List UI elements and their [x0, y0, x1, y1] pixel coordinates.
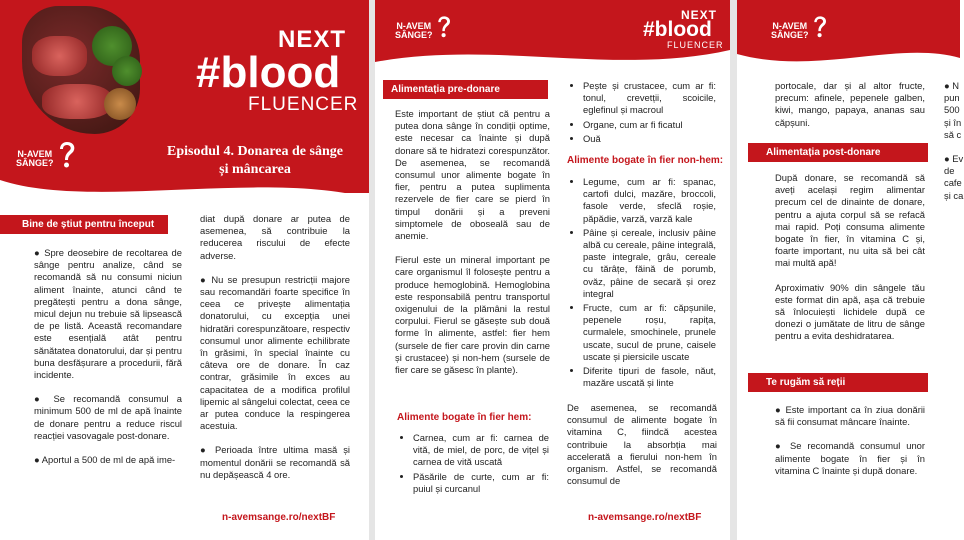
page-1: [0, 0, 369, 540]
pre-donation-column-1: [395, 108, 550, 388]
list-item: • Păsările de curte, cum ar fi: puiul și curcanul: [413, 471, 549, 495]
navem-sange-logo: [395, 22, 433, 40]
site-link[interactable]: n-avemsange.ro/nextBF: [222, 512, 336, 523]
fruit-paragraph: portocale, dar și al altor fructe, precum: afinele, pepenele galben, kiwi, mango, papaya, ananas sau căpșuni.: [775, 80, 925, 128]
logo-fluencer: FLUENCER: [667, 40, 724, 50]
vitamin-c-paragraph: De asemenea, se recomandă consumul de alimente bogate în vitamina C, fiindcă acestea contribuie la absorbția mai accelerată a fierului non-hem în organism. Astfel, se recomandă consumul de: [567, 402, 717, 487]
non-heme-list: [571, 176, 716, 391]
page-3: [737, 0, 964, 540]
section-title-post-donation: Alimentația post-donare: [748, 143, 928, 162]
cutoff-line: și ca: [944, 189, 964, 201]
navem-line-2: SÂNGE?: [395, 30, 433, 40]
navem-line-2: SÂNGE?: [16, 158, 54, 168]
logo-next: NEXT: [278, 26, 347, 53]
list-item: • Ouă: [583, 133, 716, 145]
navem-line-1: N-AVEM: [17, 149, 53, 159]
post-paragraph-2: Aproximativ 90% din sângele tău este format din apă, așa că trebuie să înlocuiești lichidele după ce donezi o jumătate de litru de sânge pentru a evita deshidratarea.: [775, 281, 925, 342]
navem-line-1: N-AVEM: [772, 21, 808, 31]
episode-line-1: Episodul 4. Donarea de sânge: [167, 144, 343, 159]
remember-paragraph-1: ● Este important ca în ziua donării să fii consumat mâncare înainte.: [775, 404, 925, 428]
logo-hash-blood: #blood: [196, 48, 341, 97]
list-item: • Diferite tipuri de fasole, năut, mazăre uscată și linte: [583, 365, 716, 389]
section-title-pre-donation: Alimentația pre-donare: [383, 80, 548, 99]
page-2: [375, 0, 730, 540]
heme-list: [401, 432, 549, 497]
pre-paragraph-1: Este important de știut că pentru a putea dona sânge în condiții optime, este necesar ca înainte și după donare să te hidratezi corespunzător. De asemenea, se recomandă consumul unor alimente bogate în fier, pentru a putea suplimenta rezervele de fier care se pierd în timpul donării și a preveni simptomele de oboseală sau de anemie.: [395, 108, 550, 242]
cutoff-line: cafe: [944, 177, 962, 189]
cutoff-line: să c: [944, 128, 962, 140]
intro-column-2: [200, 213, 350, 493]
list-item: • Pește și crustacee, cum ar fi: tonul, crevetții, scoicile, eglefinul și macroul: [583, 80, 716, 117]
pre-paragraph-2: Fierul este un mineral important pe care organismul îl folosește pentru a produce hemoglobină. Hemoglobina este responsabilă pentru transportul oxigenului de la plămâni la restul corpului. Fierul se găsește sub două forme în alimente, astfel: fier hem (sursele de fier care provin din carne și crustacee) și non-hem (sursele de fier care se găsesc în plante).: [395, 254, 550, 376]
intro-paragraph-1: ● Spre deosebire de recoltarea de sânge pentru analize, când se recomandă să nu consumi niciun aliment înainte, atunci când te pregătești pentru a dona sânge, micul dejun nu trebuie să lipsească de pe listă. Această recomandare este esențială atât pentru sănătatea donatorului, dar și pentru buna desfășurare a procedurii, fără incidente.: [34, 247, 182, 381]
pre-donation-column-2: [571, 80, 716, 147]
navem-line-1: N-AVEM: [396, 21, 432, 31]
intro-paragraph-4: diat după donare ar putea de asemenea, să contribuie la reducerea riscului de efecte adverse.: [200, 213, 350, 261]
list-item: • Legume, cum ar fi: spanac, cartofi dulci, mazăre, broccoli, fasole verde, sfeclă roșie, păpădie, varză, varză kale: [583, 176, 716, 225]
question-drop-icon: [435, 14, 453, 40]
nextbloodfluencer-logo: [196, 22, 366, 122]
intro-column-1: [34, 247, 182, 478]
episode-line-2: și mâncarea: [219, 162, 291, 177]
nextbloodfluencer-logo: [643, 8, 733, 56]
site-link[interactable]: n-avemsange.ro/nextBF: [588, 512, 702, 523]
logo-hash-blood: #blood: [643, 18, 712, 41]
heme-title: Alimente bogate în fier hem:: [397, 412, 532, 423]
logo-next: NEXT: [681, 8, 718, 22]
cutoff-line: ● Ev: [944, 153, 964, 165]
logo-fluencer: FLUENCER: [248, 94, 359, 115]
cutoff-line: și în: [944, 116, 962, 128]
page-gap: [730, 0, 737, 540]
cutoff-line: de: [944, 165, 955, 177]
cutoff-line: pun: [944, 92, 960, 104]
non-heme-title: Alimente bogate în fier non-hem:: [567, 155, 724, 166]
list-item: • Pâine și cereale, inclusiv pâine albă cu cereale, pâine integrală, paste integrale, grâu, cereale cu tărâțe, făină de porumb, ovăz, pâine de secară și orez integral: [583, 227, 716, 300]
header-wave: [737, 40, 960, 76]
remember-text: [775, 404, 925, 489]
remember-paragraph-2: ● Se recomandă consumul unor alimente bogate în fier și în vitamina C înainte și după donare.: [775, 440, 925, 477]
list-item: • Organe, cum ar fi ficatul: [583, 119, 716, 131]
post-paragraph-1: După donare, se recomandă să aveți același regim alimentar precum cel de dinainte de donare, pentru a ajuta corpul să se refacă mai rapid. Poți consuma alimente bogate în fier, în vitamina C și, foarte important, nu uita să bei cât mai multă apă!: [775, 172, 925, 269]
navem-sange-logo: [16, 150, 54, 168]
post-donation-text: [775, 172, 925, 355]
intro-paragraph-5: ● Nu se presupun restricții majore sau recomandări foarte specifice în ceea ce privește alimentația donatorului, cu excepția unei hidratări corespunzătoare, respectiv consumul unor alimente echilibrate în grăsimi, în special înainte cu câteva ore de donare. În caz contrar, grăsimile în exces au capacitatea de a modifica profilul lipemic al sângelui colectat, ceea ce ar putea conduce la respingerea acestuia.: [200, 274, 350, 433]
section-title-remember: Te rugăm să reții: [748, 373, 928, 392]
list-item: • Fructe, cum ar fi: căpșunile, pepenele roșu, rapița, curmalele, smochinele, prunele uscate, sucul de prune, caisele uscate și piersicile uscate: [583, 302, 716, 363]
intro-paragraph-6: ● Perioada între ultima masă și momentul donării se recomandă să nu depășească 4 ore.: [200, 444, 350, 481]
episode-title: [145, 143, 365, 179]
cutoff-line: 500: [944, 104, 960, 116]
intro-paragraph-3: ● Aportul a 500 de ml de apă ime-: [34, 454, 182, 466]
navem-line-2: SÂNGE?: [771, 30, 809, 40]
question-drop-icon: [811, 14, 829, 40]
question-drop-icon: [56, 140, 78, 170]
section-title-intro: Bine de știut pentru început: [0, 215, 168, 234]
intro-paragraph-2: ● Se recomandă consumul a minimum 500 de ml de apă înainte de donare pentru a reduce riscul reacției vasovagale post-donare.: [34, 393, 182, 442]
cutoff-line: ● N: [944, 80, 960, 91]
cut-off-column: [944, 80, 964, 202]
list-item: • Carnea, cum ar fi: carnea de vită, de miel, de porc, de vițel și carnea de vită uscată: [413, 432, 549, 469]
navem-sange-logo: [771, 22, 809, 40]
